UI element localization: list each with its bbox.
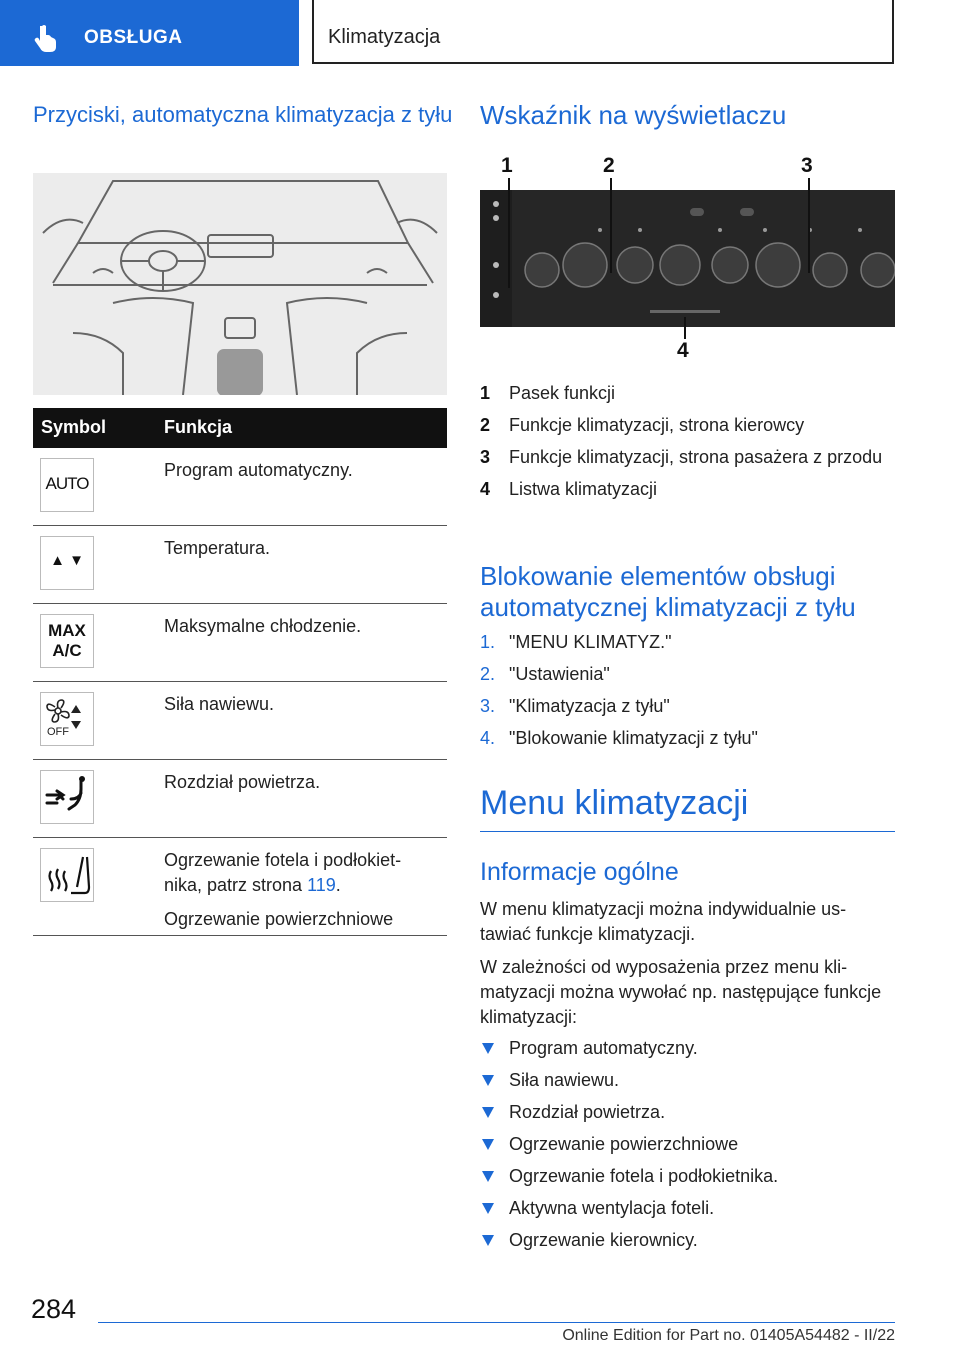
list-item: Rozdział powietrza. (480, 1100, 895, 1125)
lock-steps-list (480, 630, 895, 751)
rear-dashboard-illustration (33, 173, 447, 395)
chapter-header (312, 0, 894, 64)
list-item: 1. "MENU KLIMATYZ." (480, 632, 672, 652)
lock-heading: Blokowanie elementów obsługi automatycznej klimatyzacji z tyłu (480, 561, 856, 622)
list-item: 2 Funkcje klimatyzacji, strona kierowcy (480, 415, 805, 435)
table-row (33, 760, 447, 838)
row-description: Temperatura. (164, 538, 271, 558)
row-description: Program automatyczny. (164, 460, 353, 480)
climate-display-figure (480, 154, 895, 366)
row-description: Maksymalne chłodzenie. (164, 616, 362, 636)
table-header (33, 408, 447, 448)
callout-1: 1 (501, 154, 513, 177)
display-legend-list (480, 381, 895, 502)
info-heading: Informacje ogólne (480, 858, 679, 886)
display-heading: Wskaźnik na wyświetlaczu (480, 100, 787, 130)
temperature-arrows-icon: ▲ ▼ (40, 536, 94, 590)
callout-line-4 (684, 317, 686, 339)
table-row (33, 838, 447, 936)
callout-3: 3 (801, 154, 813, 177)
callout-line-2 (610, 178, 612, 273)
table-row (33, 682, 447, 760)
callout-4: 4 (677, 339, 689, 362)
seat-heating-icon (40, 848, 94, 902)
list-item: 2. "Ustawienia" (480, 664, 610, 684)
page-link-119[interactable]: 119 (307, 875, 336, 895)
section-label: OBSŁUGA (84, 27, 183, 48)
list-item: 3 Funkcje klimatyzacji, strona pasażera z przodu (480, 447, 883, 467)
footer (98, 1322, 895, 1344)
callout-2: 2 (603, 154, 615, 177)
auto-icon: AUTO (40, 458, 94, 512)
bullet-triangle-icon (482, 1043, 494, 1054)
list-item: Program automatyczny. (480, 1036, 895, 1061)
col-header-symbol: Symbol (41, 417, 107, 437)
list-item: Siła nawiewu. (480, 1068, 895, 1093)
air-distribution-icon (40, 770, 94, 824)
bullet-triangle-icon (482, 1171, 494, 1182)
climate-screen (480, 190, 895, 327)
callout-line-3 (808, 178, 810, 273)
fan-speed-icon: OFF (40, 692, 94, 746)
table-row (33, 526, 447, 604)
bullet-triangle-icon (482, 1235, 494, 1246)
col-header-function: Funkcja (164, 417, 233, 437)
controls-table (33, 408, 447, 936)
table-row (33, 448, 447, 526)
bullet-triangle-icon (482, 1139, 494, 1150)
list-item: Aktywna wentylacja foteli. (480, 1196, 895, 1221)
list-item: Ogrzewanie fotela i podłokietnika. (480, 1164, 895, 1189)
buttons-heading: Przyciski, automatyczna klimatyzacja z tyłu (33, 102, 453, 127)
row-description: Ogrzewanie fotela i podłokiet-nika, patrz strona 119. Ogrzewanie powierzchniowe (164, 850, 402, 929)
row-description: Siła nawiewu. (164, 694, 275, 714)
hand-touch-icon (34, 24, 58, 52)
edition-text: Online Edition for Part no. 01405A54482 - II/22 (562, 1327, 895, 1344)
list-item: 1 Pasek funkcji (480, 383, 616, 403)
chapter-title: Klimatyzacja (328, 26, 441, 48)
table-row (33, 604, 447, 682)
page-number: 284 (31, 1294, 77, 1324)
section-tab[interactable] (0, 0, 299, 66)
climate-screen-graphic (480, 190, 895, 327)
info-paragraph-2: W zależności od wyposażenia przez menu kli-matyzacji można wywołać np. następujące funkcje klimatyzacji: (480, 957, 882, 1027)
callout-line-1 (508, 178, 510, 288)
max-ac-icon: MAX A/C (40, 614, 94, 668)
list-item: Ogrzewanie kierownicy. (480, 1228, 895, 1253)
row-description: Rozdział powietrza. (164, 772, 321, 792)
list-item: Ogrzewanie powierzchniowe (480, 1132, 895, 1157)
list-item: 4 Listwa klimatyzacji (480, 479, 658, 499)
list-item: 3. "Klimatyzacja z tyłu" (480, 696, 670, 716)
bullet-triangle-icon (482, 1203, 494, 1214)
info-paragraph-1: W menu klimatyzacji można indywidualnie us-tawiać funkcje klimatyzacji. (480, 899, 847, 944)
functions-bullet-list (480, 1036, 895, 1253)
bullet-triangle-icon (482, 1107, 494, 1118)
menu-heading: Menu klimatyzacji (480, 784, 895, 832)
bullet-triangle-icon (482, 1075, 494, 1086)
list-item: 4. "Blokowanie klimatyzacji z tyłu" (480, 728, 758, 748)
